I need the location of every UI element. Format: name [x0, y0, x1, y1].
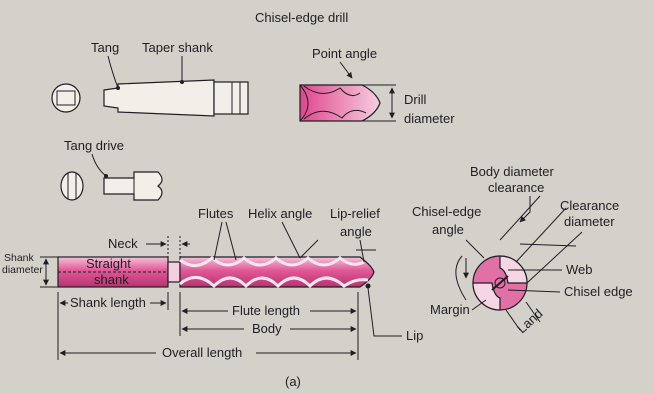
label-chisel-edge-angle: angle	[432, 222, 464, 237]
label-clearance-top: Clearance	[560, 198, 620, 213]
label-body-diameter: Body diameter	[470, 164, 554, 179]
label-lip-relief-angle: angle	[340, 224, 372, 239]
label-web: Web	[566, 262, 593, 277]
label-clearance: clearance	[488, 180, 545, 195]
label-margin: Margin	[430, 302, 470, 317]
label-tang: Tang	[91, 40, 120, 55]
label-drill: Drill	[404, 92, 427, 107]
label-shank-length: Shank length	[70, 295, 146, 310]
label-overall-length: Overall length	[162, 345, 243, 360]
label-shank-diameter: diameter	[2, 264, 43, 276]
label-helix-angle: Helix angle	[248, 206, 313, 221]
label-taper-shank: Taper shank	[142, 40, 213, 55]
taper-shank-end-view	[52, 84, 80, 112]
label-clearance-diameter: diameter	[564, 214, 615, 229]
label-shank: Shank	[4, 252, 34, 264]
label-lip-relief: Lip-relief	[330, 206, 380, 221]
label-body: Body	[252, 321, 282, 336]
label-straight: Straight	[86, 256, 131, 271]
label-flutes: Flutes	[198, 206, 234, 221]
label-point-angle: Point angle	[312, 46, 378, 61]
label-drill-diameter: diameter	[404, 111, 455, 126]
label-chisel-edge-right: Chisel edge	[564, 284, 633, 299]
label-lip: Lip	[406, 328, 424, 343]
drill-point-view	[300, 85, 380, 121]
label-neck: Neck	[108, 236, 138, 251]
label-shank-word: shank	[94, 272, 129, 287]
drill-end-view	[473, 256, 527, 310]
figure-caption: (a)	[285, 374, 301, 389]
label-flute-length: Flute length	[232, 303, 300, 318]
figure-title: Chisel-edge drill	[255, 10, 349, 25]
taper-shank-side-view	[104, 80, 248, 116]
tang-drive-side-view	[104, 172, 162, 200]
label-land: Land	[513, 305, 546, 337]
label-tang-drive: Tang drive	[64, 138, 124, 153]
tang-drive-end-view	[61, 172, 83, 200]
label-chisel-edge: Chisel-edge	[412, 204, 482, 219]
